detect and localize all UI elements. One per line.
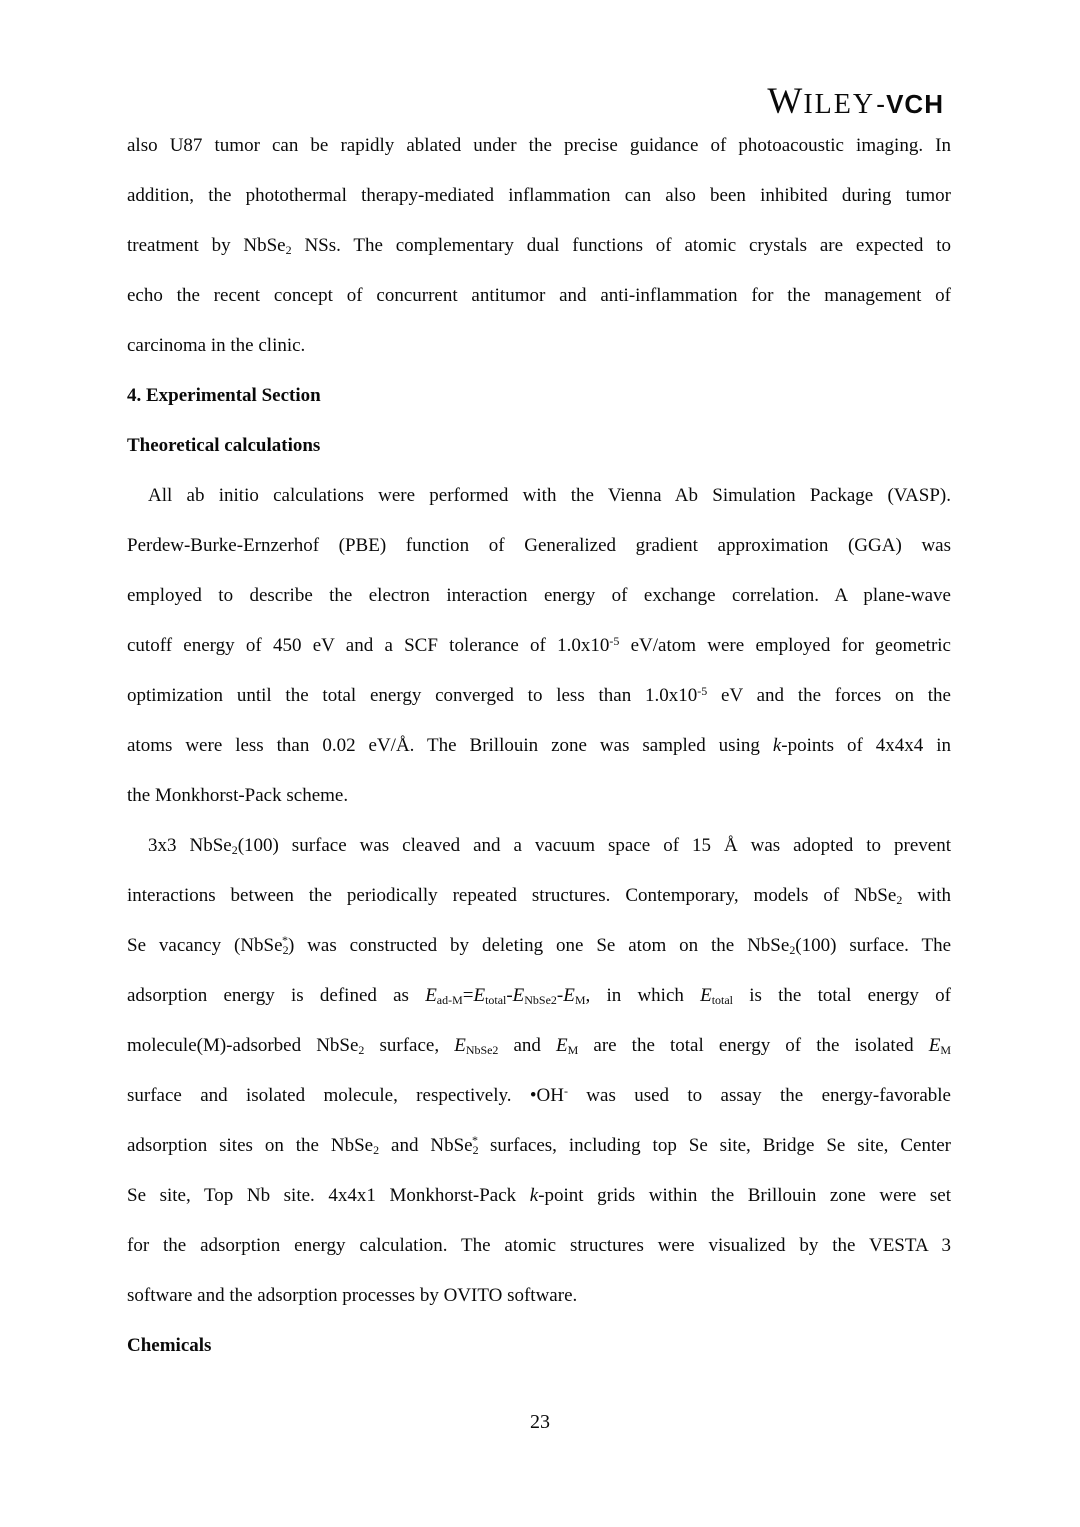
text-line: treatment by NbSe2 NSs. The complementary dual functions of atomic crystals are expected to — [127, 235, 951, 257]
text-line: Se vacancy (NbSe2*) was constructed by deleting one Se atom on the NbSe2(100) surface. The — [127, 933, 952, 957]
subsection-heading-chemicals: Chemicals — [127, 1335, 212, 1356]
text-line: echo the recent concept of concurrent antitumor and anti-inflammation for the management of — [127, 285, 951, 306]
logo-vch-text: VCH — [886, 89, 944, 119]
italic-text: E — [556, 1035, 568, 1056]
subscript-text: NbSe2 — [524, 992, 557, 1007]
subscript-text: M — [567, 1042, 579, 1057]
subscript-text: 2 — [373, 1142, 380, 1157]
text-line: employed to describe the electron interaction energy of exchange correlation. A plane-wave — [127, 585, 951, 606]
wiley-vch-logo — [767, 80, 944, 123]
paragraph-surface-model-adsorption — [127, 821, 951, 1321]
text-line: adsorption sites on the NbSe2 and NbSe2* surfaces, including top Se site, Bridge Se site, Center — [127, 1133, 951, 1157]
subsection-heading-theoretical-calculations: Theoretical calculations — [127, 435, 321, 456]
paragraph-intro-conclusion — [127, 121, 951, 371]
text-line: carcinoma in the clinic. — [127, 335, 306, 356]
italic-text: E — [512, 985, 525, 1006]
italic-text: E — [563, 985, 575, 1006]
logo-wiley-initial: W — [767, 81, 804, 122]
body-text — [127, 121, 951, 1371]
text-line: All ab initio calculations were performed with the Vienna Ab Simulation Package (VASP). — [148, 485, 951, 506]
superscript-text: * — [281, 933, 288, 948]
superscript-text: -5 — [609, 634, 620, 649]
subscript-text: NbSe2 — [465, 1042, 499, 1057]
superscript-text: -5 — [697, 684, 708, 699]
subscript-text: 2 — [789, 942, 796, 957]
logo-hyphen: - — [876, 89, 886, 119]
text-line: molecule(M)-adsorbed NbSe2 surface, ENbSe2 and EM are the total energy of the isolated EM — [127, 1035, 951, 1057]
italic-text: E — [425, 985, 437, 1006]
text-line: Se site, Top Nb site. 4x4x1 Monkhorst-Pack k-point grids within the Brillouin zone were set — [127, 1185, 951, 1206]
superscript-text: - — [563, 1084, 568, 1099]
subscript-text: 2 — [358, 1042, 365, 1057]
subscript-text: total — [485, 992, 507, 1007]
text-line: software and the adsorption processes by OVITO software. — [127, 1285, 578, 1306]
section-heading-experimental: 4. Experimental Section — [127, 385, 321, 406]
subscript-text: 2 — [231, 842, 238, 857]
text-line: also U87 tumor can be rapidly ablated under the precise guidance of photoacoustic imaging. In — [127, 135, 951, 156]
text-line: surface and isolated molecule, respectively. •OH- was used to assay the energy-favorable — [127, 1084, 951, 1106]
text-line: cutoff energy of 450 eV and a SCF tolerance of $1.0x10^{-5}$ eV/atom were employed for geometric — [127, 634, 951, 656]
italic-text: E — [700, 985, 712, 1006]
paragraph-dft-methods — [127, 471, 951, 821]
subscript-text: M — [574, 992, 586, 1007]
text-line: for the adsorption energy calculation. The atomic structures were visualized by the VESTA 3 — [127, 1235, 951, 1256]
italic-text: E — [473, 985, 486, 1006]
text-line: addition, the photothermal therapy-mediated inflammation can also been inhibited during tumor — [127, 185, 951, 206]
subscript-text: M — [940, 1042, 951, 1057]
logo-wiley-caps: ILEY — [803, 89, 876, 120]
page-number: 23 — [530, 1411, 550, 1433]
subscript-text: 2 — [285, 242, 292, 257]
italic-text: k — [529, 1185, 539, 1206]
subscript-text: 2 — [896, 892, 903, 907]
text-line: Perdew-Burke-Ernzerhof (PBE) function of Generalized gradient approximation (GGA) was — [127, 535, 951, 556]
subscript-text: 2 — [472, 1142, 479, 1157]
italic-text: E — [928, 1035, 941, 1056]
italic-text: k — [772, 735, 782, 756]
superscript-text: * — [472, 1133, 479, 1148]
text-line: the Monkhorst-Pack scheme. — [127, 785, 349, 806]
italic-text: E — [454, 1035, 466, 1056]
subscript-text: 2 — [282, 942, 289, 957]
text-line: 3x3 NbSe2(100) surface was cleaved and a vacuum space of 15 Å was adopted to prevent — [148, 835, 951, 857]
text-line: adsorption energy is defined as Ead-M=Etotal-ENbSe2-EM, in which Etotal is the total energy of — [127, 985, 951, 1007]
text-line: interactions between the periodically repeated structures. Contemporary, models of NbSe2 with — [127, 885, 951, 907]
subscript-text: ad-M — [436, 992, 463, 1007]
text-line: atoms were less than 0.02 eV/Å. The Brillouin zone was sampled using k-points of 4x4x4 in — [127, 735, 951, 756]
subscript-text: total — [711, 992, 734, 1007]
text-line: optimization until the total energy converged to less than $1.0x10^{-5}$ eV and the forces on the — [127, 684, 951, 706]
